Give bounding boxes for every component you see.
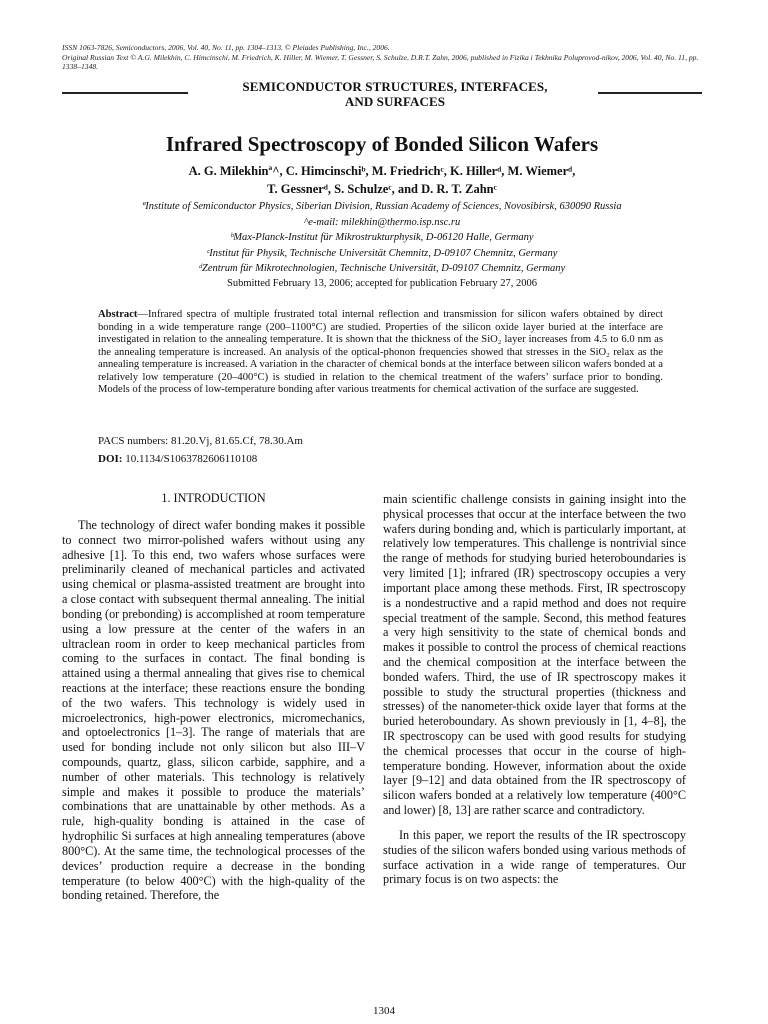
column-right	[383, 492, 686, 887]
banner-line-2: AND SURFACES	[344, 94, 446, 109]
abstract-text: —Infrared spectra of multiple frustrated total internal reflection and transmission for silicon wafers obtained by direct bonding in a wide temperature range (200–1100°C) are studied. Properties of the silicon oxide layer buried at the interface are investigated in relation to the annealing temperature. It is shown that the thickness of the SiO₂ layer increases from 4.5 to 6.0 nm as the annealing temperature is increased. An analysis of the optical-phonon frequencies showed that stresses in the SiO₂ relax as the annealing temperature is increased. A variation in the character of chemical bonds at the interface between silicon wafers bonded at a relatively low temperature (20–400°C) is studied in relation to the chemical treatment of the wafers’ surface prior to bonding. Models of the process of low-temperature bonding after various treatments for chemical activation of the surface are suggested.	[98, 309, 663, 396]
affiliation-b: ᵇMax-Planck-Institut für Mikrostrukturphysik, D-06120 Halle, Germany	[230, 232, 534, 244]
affiliation-a: ªInstitute of Semiconductor Physics, Siberian Division, Russian Academy of Sciences, Novosibirsk, 630090 Russia	[142, 201, 622, 212]
affiliations	[62, 199, 702, 277]
original-text-line: Original Russian Text © A.G. Milekhin, C. Himcinschi, M. Friedrich, K. Hiller, M. Wiemer, T. Gessner, S. Schulze, D.R.T. Zahn, 2006, published in Fizika i Tekhnika Poluprovod-nikov, 2006, Vol. 40, No. 11, pp. 1338–1348.	[62, 52, 699, 72]
abstract-label: Abstract	[98, 309, 138, 320]
pacs-numbers: PACS numbers: 81.20.Vj, 81.65.Cf, 78.30.Am	[98, 435, 303, 447]
abstract	[98, 309, 663, 397]
doi-value: 10.1134/S1063782606110108	[125, 453, 258, 465]
doi-label: DOI:	[98, 453, 123, 465]
author-list	[62, 162, 702, 198]
intro-paragraph-3: In this paper, we report the results of the IR spectroscopy studies of the silicon wafers bonded using various methods of surface activation in a wide range of temperatures. Our primary focus is on two aspects: the	[383, 827, 686, 887]
banner-line-1: SEMICONDUCTOR STRUCTURES, INTERFACES,	[242, 79, 548, 94]
intro-paragraph-1: The technology of direct wafer bonding makes it possible to connect two mirror-polished wafers without using any adhesive [1]. To this end, two wafers whose surfaces were preliminarily cleaned of mechanical particles and activated using chemical or plasma-assisted treatment are brought into a close contact with subsequent thermal annealing. The initial bonding (or prebonding) is accomplished at room temperature using a low pressure at the center of the wafers in an ultraclean room in order to keep mechanical particles from coming to the surfaces in contact. The final bonding is attained using a thermal annealing that gives rise to chemical reactions at the interface; these reactions ensure the bonding of the two wafers. This technology is widely used in microelectronics, high-power electronics, micromechanics, and optoelectronics [1–3]. The range of materials that are used for bonding include not only silicon but also III–V compounds, quartz, glass, silicon carbide, sapphire, and a number of other materials. This technology is relatively simple and makes it possible to produce the materials’ combinations that are unattainable by other methods. As a rule, high-quality bonding is attained in the case of hydrophilic Si surfaces at high annealing temperatures (above 800°C). At the same time, the technological processes of the devices’ production require a decrease in the bonding temperature (to below 400°C) with the high-quality of the bonding retained. Therefore, the	[62, 518, 365, 903]
affiliation-c: ᶜInstitut für Physik, Technische Universität Chemnitz, D-09107 Chemnitz, Germany	[206, 247, 558, 259]
authors-line-1: A. G. Milekhinª^, C. Himcinschiᵇ, M. Friedrichᶜ, K. Hillerᵈ, M. Wiemerᵈ,	[188, 164, 576, 178]
journal-header-notes	[62, 43, 702, 72]
issn-line: ISSN 1063-7826, Semiconductors, 2006, Vol. 40, No. 11, pp. 1304–1313. © Pleiades Publishing, Inc., 2006.	[62, 43, 390, 52]
column-left	[62, 490, 365, 903]
banner-rule-right	[598, 92, 702, 94]
paper-title: Infrared Spectroscopy of Bonded Silicon Wafers	[165, 132, 599, 156]
doi-line	[98, 452, 663, 466]
authors-line-2: T. Gessnerᵈ, S. Schulzeᶜ, and D. R. T. Zahnᶜ	[267, 182, 497, 196]
banner-text	[192, 79, 598, 109]
section-banner	[62, 79, 702, 111]
banner-rule-left	[62, 92, 188, 94]
submission-dates: Submitted February 13, 2006; accepted for publication February 27, 2006	[227, 278, 537, 289]
contact-email: ^e-mail: milekhin@thermo.isp.nsc.ru	[303, 216, 461, 228]
intro-paragraph-2: main scientific challenge consists in gaining insight into the physical processes that occur at the interface between the two wafers during bonding and, which is particularly important, at relatively low temperatures. This challenge is nontrivial since the range of methods for studying buried heteroboundaries is very limited [1]; infrared (IR) spectroscopy occupies a very important place among these methods. First, IR spectroscopy is a nondestructive and a rapid method and does not require special treatment of the sample. Second, this method features a very high sensitivity to the state of chemical bonds and makes it possible to control the process of chemical reactions and the chemical composition at the interface between the bonded wafers. Third, the use of IR spectroscopy makes it possible to study the structural properties (thickness and stresses) of the nanometer-thick oxide layer that forms at the buried heteroboundary. As shown previously in [1, 4–8], the IR spectroscopy can be used with good results for studying the chemical processes that occur in the course of high-temperature bonding. However, information about the oxide layer [9–12] and data obtained from the IR spectroscopy of silicon wafers bonded at a relatively low temperature (400°C and lower) [8, 13] are rather scarce and contradictory.	[383, 492, 686, 818]
page-number: 1304	[373, 1005, 395, 1017]
affiliation-d: ᵈZentrum für Mikrotechnologien, Technische Universität, D-09107 Chemnitz, Germany	[198, 263, 566, 275]
section-heading-introduction: 1. INTRODUCTION	[161, 491, 266, 505]
